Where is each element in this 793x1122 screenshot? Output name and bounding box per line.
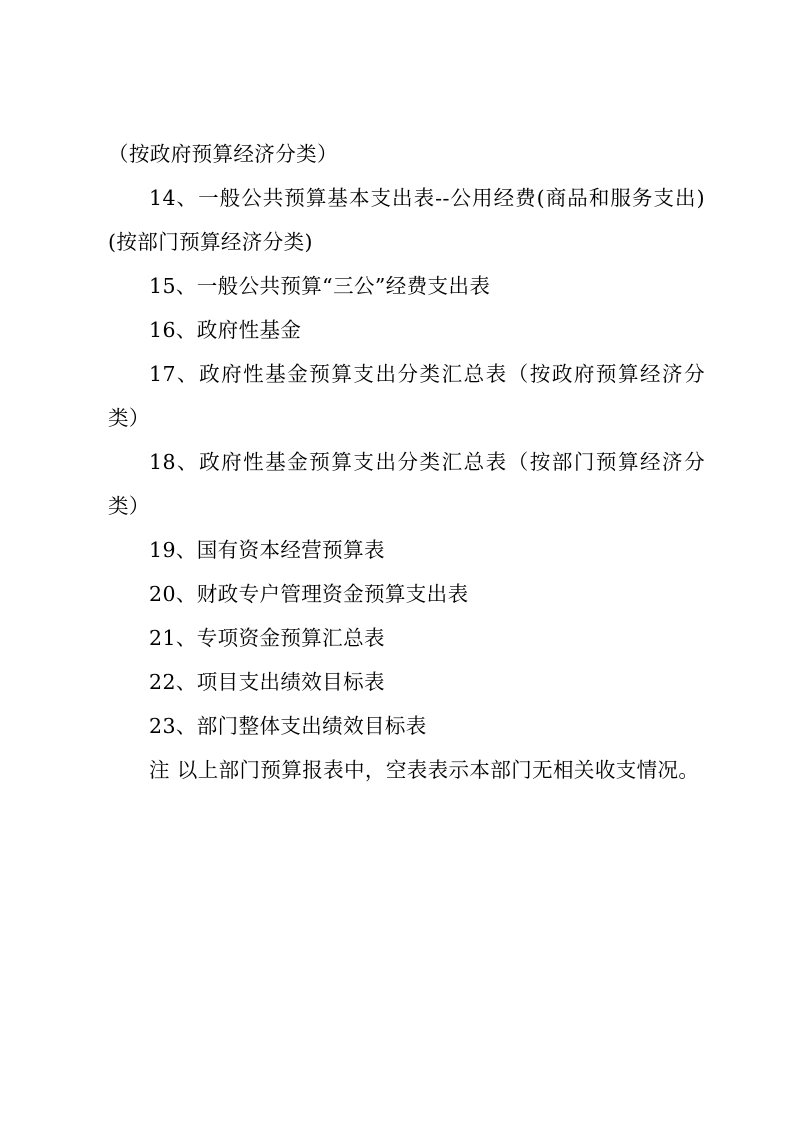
list-item: 18、政府性基金预算支出分类汇总表（按部门预算经济分类） bbox=[108, 450, 705, 518]
document-body bbox=[108, 132, 705, 792]
list-item: 16、政府性基金 bbox=[149, 318, 302, 342]
list-item: 19、国有资本经营预算表 bbox=[149, 538, 385, 562]
list-item: 20、财政专户管理资金预算支出表 bbox=[149, 582, 469, 606]
note-paragraph: 注 以上部门预算报表中，空表表示本部门无相关收支情况。 bbox=[149, 758, 700, 782]
list-item: 21、专项资金预算汇总表 bbox=[149, 626, 385, 650]
list-item: 14、一般公共预算基本支出表--公用经费(商品和服务支出)(按部门预算经济分类) bbox=[108, 186, 705, 254]
list-item: 23、部门整体支出绩效目标表 bbox=[149, 714, 427, 738]
paragraph-line: （按政府预算经济分类） bbox=[108, 142, 338, 166]
list-item: 15、一般公共预算“三公”经费支出表 bbox=[149, 274, 491, 298]
list-item: 17、政府性基金预算支出分类汇总表（按政府预算经济分类） bbox=[108, 362, 705, 430]
list-item: 22、项目支出绩效目标表 bbox=[149, 670, 385, 694]
